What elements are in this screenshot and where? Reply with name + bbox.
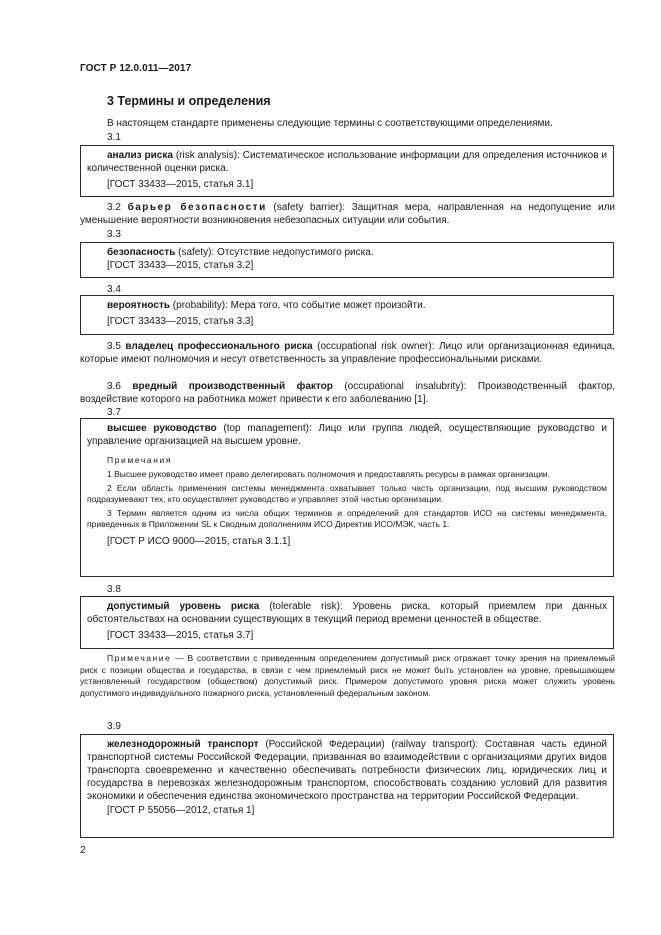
term-def-text: (safety barrier): Защитная мера, направленная на недопущение или уменьшение вероятности возникновения небезопасных ситуации или события. bbox=[80, 202, 616, 226]
note-label: Примечание bbox=[107, 653, 172, 663]
term-source: [ГОСТ 33433—2015, статья 3.3] bbox=[107, 316, 254, 327]
term-paragraph-3-5 bbox=[80, 340, 615, 366]
term-source: [ГОСТ 33433—2015, статья 3.1] bbox=[107, 179, 254, 190]
term-definition bbox=[87, 246, 607, 259]
page-number: 2 bbox=[80, 845, 86, 856]
term-number: 3.8 bbox=[107, 584, 121, 595]
term-name: барьер безопасности bbox=[127, 202, 267, 213]
note-item: 2 Если область применения системы менеджмента охватывает только часть организации, под высшим руководством подразумевают тех, кто осуществляет руководство и управляет этой частью организации. bbox=[87, 482, 607, 504]
term-number: 3.6 bbox=[107, 381, 121, 392]
term-name: вероятность bbox=[107, 300, 171, 311]
document-header: ГОСТ Р 12.0.011—2017 bbox=[80, 63, 192, 74]
term-definition bbox=[87, 299, 607, 312]
term-def-text: (risk analysis): Систематическое использование информации для определения источников и количественной оценки риска. bbox=[87, 150, 608, 174]
term-box-3-9 bbox=[80, 734, 614, 838]
term-paragraph-3-6 bbox=[80, 380, 615, 406]
section-title: 3 Термины и определения bbox=[107, 94, 271, 108]
term-def-text: (probability): Мера того, что событие может произойти. bbox=[170, 300, 426, 311]
term-source: [ГОСТ Р ИСО 9000—2015, статья 3.1.1] bbox=[107, 535, 291, 547]
term-source: [ГОСТ 33433—2015, статья 3.2] bbox=[107, 260, 254, 271]
term-source: [ГОСТ Р 55056—2012, статья 1] bbox=[107, 805, 255, 816]
term-number: 3.1 bbox=[107, 132, 121, 143]
term-box-3-8 bbox=[80, 596, 614, 649]
term-name: высшее руководство bbox=[107, 423, 217, 434]
term-def-text: (occupational insalubrity): Производственный фактор, воздействие которого на работника может привести к его заболеванию [1]. bbox=[80, 381, 616, 405]
term-def-text: (tolerable risk): Уровень риска, который приемлем при данных обстоятельствах на основании существующих в текущий период времени ценностей в обществе. bbox=[87, 601, 607, 625]
term-box-3-3 bbox=[80, 242, 614, 278]
term-paragraph-3-2 bbox=[80, 201, 615, 227]
note-item: 3 Термин является одним из числа общих терминов и определений для стандартов ИСО на системы менеджмента, приведенных в Приложении SL к Сводным дополнениям ИСО Директив ИСО/МЭК, часть 1. bbox=[87, 507, 607, 529]
notes-title: Примечания bbox=[107, 455, 173, 465]
term-number: 3.4 bbox=[107, 284, 121, 295]
term-name: железнодорожный транспорт bbox=[107, 739, 259, 750]
term-source: [ГОСТ 33433—2015, статья 3.7] bbox=[107, 630, 254, 641]
term-definition bbox=[87, 738, 607, 803]
term-def-text: (top management): Лицо или группа людей, осуществляющие руководство и управление организацией на высшем уровне. bbox=[87, 423, 608, 447]
term-number: 3.3 bbox=[107, 229, 121, 240]
term-def-text: (Российской Федерации) (railway transport): Составная часть единой транспортной системы Российской Федерации, призванная во взаимодействии с организациями других видов транспорта своевременно и качественно обеспечивать потребности физических лиц, юридических лиц и государства в перевозках железнодорожным транспортом, способствовать созданию условий для развития экономики и обеспечения единства экономического пространства на территории Российской Федерации. bbox=[87, 739, 607, 802]
term-number: 3.9 bbox=[107, 721, 121, 732]
term-number: 3.7 bbox=[107, 407, 121, 418]
term-name: допустимый уровень риска bbox=[107, 601, 260, 612]
term-name: анализ риска bbox=[107, 150, 173, 161]
term-def-text: (safety): Отсутствие недопустимого риска. bbox=[175, 247, 374, 258]
intro-paragraph: В настоящем стандарте применены следующие термины с соответствующими определениями. bbox=[107, 118, 553, 129]
term-def-text: (occupational risk owner): Лицо или организационная единица, которые имеют полномочия и несут ответственность за управление профессиональными рисками. bbox=[80, 341, 615, 365]
term-box-3-7 bbox=[80, 418, 614, 577]
note-text: — В соответствии с приведенным определением допустимый риск отражает точку зрения на приемлемый риск с позиции общества и государства, в связи с чем приемлемый риск не может быть установлен на уровне, превышающем установленный государством (обществом) допустимый риск. Примером допустимого уровня риска может служить уровень допустимого индивидуального пожарного риска, установленный федеральным законом. bbox=[80, 653, 615, 698]
term-number: 3.5 bbox=[107, 341, 121, 352]
term-definition bbox=[87, 149, 607, 175]
term-box-3-1 bbox=[80, 145, 614, 197]
term-definition bbox=[87, 422, 607, 448]
term-box-3-4 bbox=[80, 295, 614, 335]
term-name: безопасность bbox=[107, 247, 176, 258]
term-definition bbox=[87, 600, 607, 626]
note-item: 1 Высшее руководство имеет право делегировать полномочия и предоставлять ресурсы в рамках организации. bbox=[107, 469, 551, 479]
term-number: 3.2 bbox=[107, 202, 121, 213]
term-name: вредный производственный фактор bbox=[132, 381, 333, 392]
note-paragraph-3-8 bbox=[80, 653, 615, 699]
term-name: владелец профессионального риска bbox=[125, 341, 313, 352]
